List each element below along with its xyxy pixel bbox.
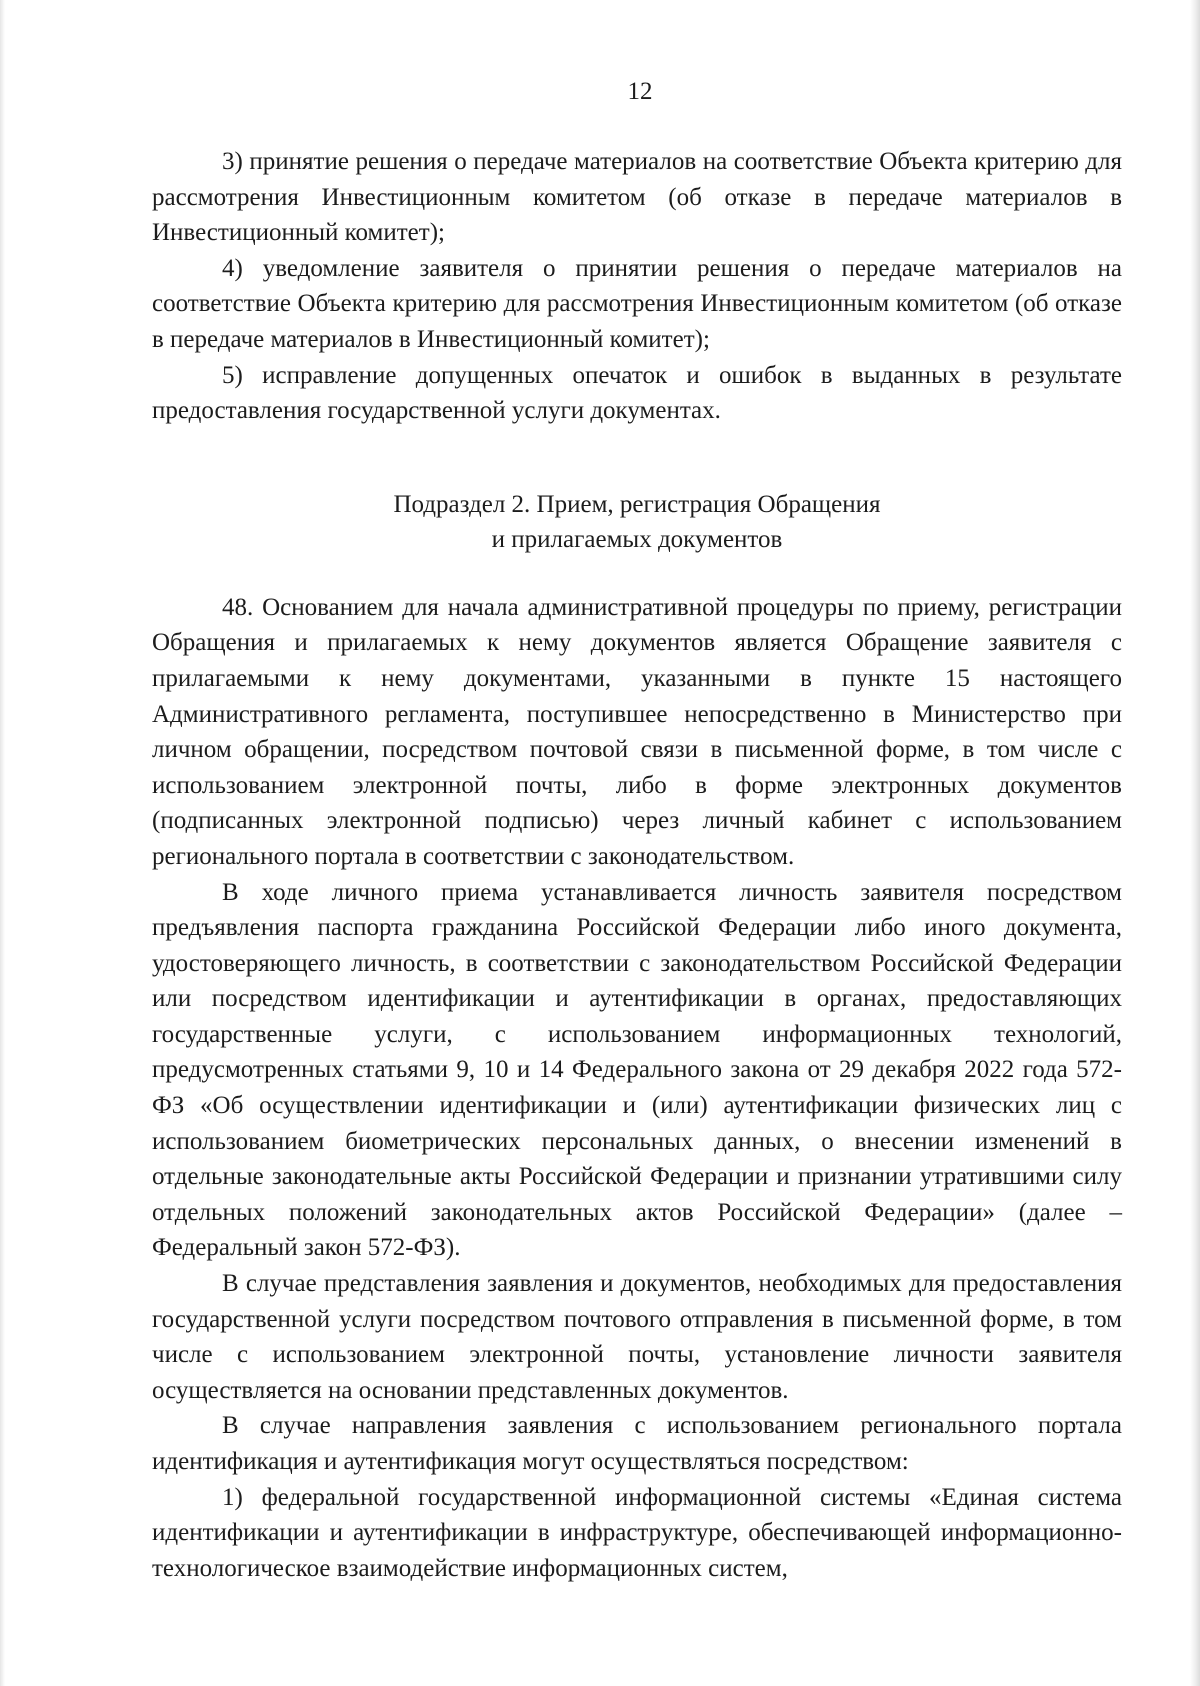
subsection-heading-line: и прилагаемых документов <box>491 525 783 553</box>
paragraph: В ходе личного приема устанавливается личность заявителя посредством предъявления паспорта гражданина Российской Федерации либо иного документа, удостоверяющего личность, в соответствии с законодательством Российской Федерации или посредством идентификации и аутентификации в органах, предоставляющих государственные услуги, с использованием информационных технологий, предусмотренных статьями 9, 10 и 14 Федерального закона от 29 декабря 2022 года 572-ФЗ «Об осуществлении идентификации и (или) аутентификации физических лиц с использованием биометрических персональных данных, о внесении изменений в отдельные законодательные акты Российской Федерации и признании утратившими силу отдельных положений законодательных актов Российской Федерации» (далее – Федеральный закон 572-ФЗ). <box>152 878 1122 1262</box>
document-body <box>152 144 1122 1586</box>
paragraph: В случае направления заявления с использованием регионального портала идентификация и аутентификация могут осуществляться посредством: <box>152 1412 1122 1475</box>
paragraph: 1) федеральной государственной информационной системы «Единая система идентификации и аутентификации в инфраструктуре, обеспечивающей информационно-технологическое взаимодействие информационных систем, <box>152 1483 1122 1582</box>
list-item: 4) уведомление заявителя о принятии решения о передаче материалов на соответствие Объекта критерию для рассмотрения Инвестиционным комитетом (об отказе в передаче материалов в Инвестиционный комитет); <box>152 254 1122 353</box>
paragraph: В случае представления заявления и документов, необходимых для предоставления государственной услуги посредством почтового отправления в письменной форме, в том числе с использованием электронной почты, установление личности заявителя осуществляется на основании представленных документов. <box>152 1270 1122 1404</box>
list-item: 3) принятие решения о передаче материалов на соответствие Объекта критерию для рассмотрения Инвестиционным комитетом (об отказе в передаче материалов в Инвестиционный комитет); <box>152 148 1122 247</box>
scan-edge-right <box>1190 0 1200 1686</box>
paragraph: 48. Основанием для начала административной процедуры по приему, регистрации Обращения и прилагаемых к нему документов является Обращение заявителя с прилагаемыми к нему документами, указанными в пункте 15 настоящего Административного регламента, поступившее непосредственно в Министерство при личном обращении, посредством почтовой связи в письменной форме, в том числе с использованием электронной почты, либо в форме электронных документов (подписанных электронной подписью) через личный кабинет с использованием регионального портала в соответствии с законодательством. <box>152 593 1122 870</box>
page-number: 12 <box>627 78 653 105</box>
list-item: 5) исправление допущенных опечаток и ошибок в выданных в результате предоставления государственной услуги документах. <box>152 361 1122 425</box>
scan-edge-left <box>0 0 5 1686</box>
subsection-heading-line: Подраздел 2. Прием, регистрация Обращения <box>393 490 881 518</box>
subsection-heading <box>152 487 1122 557</box>
